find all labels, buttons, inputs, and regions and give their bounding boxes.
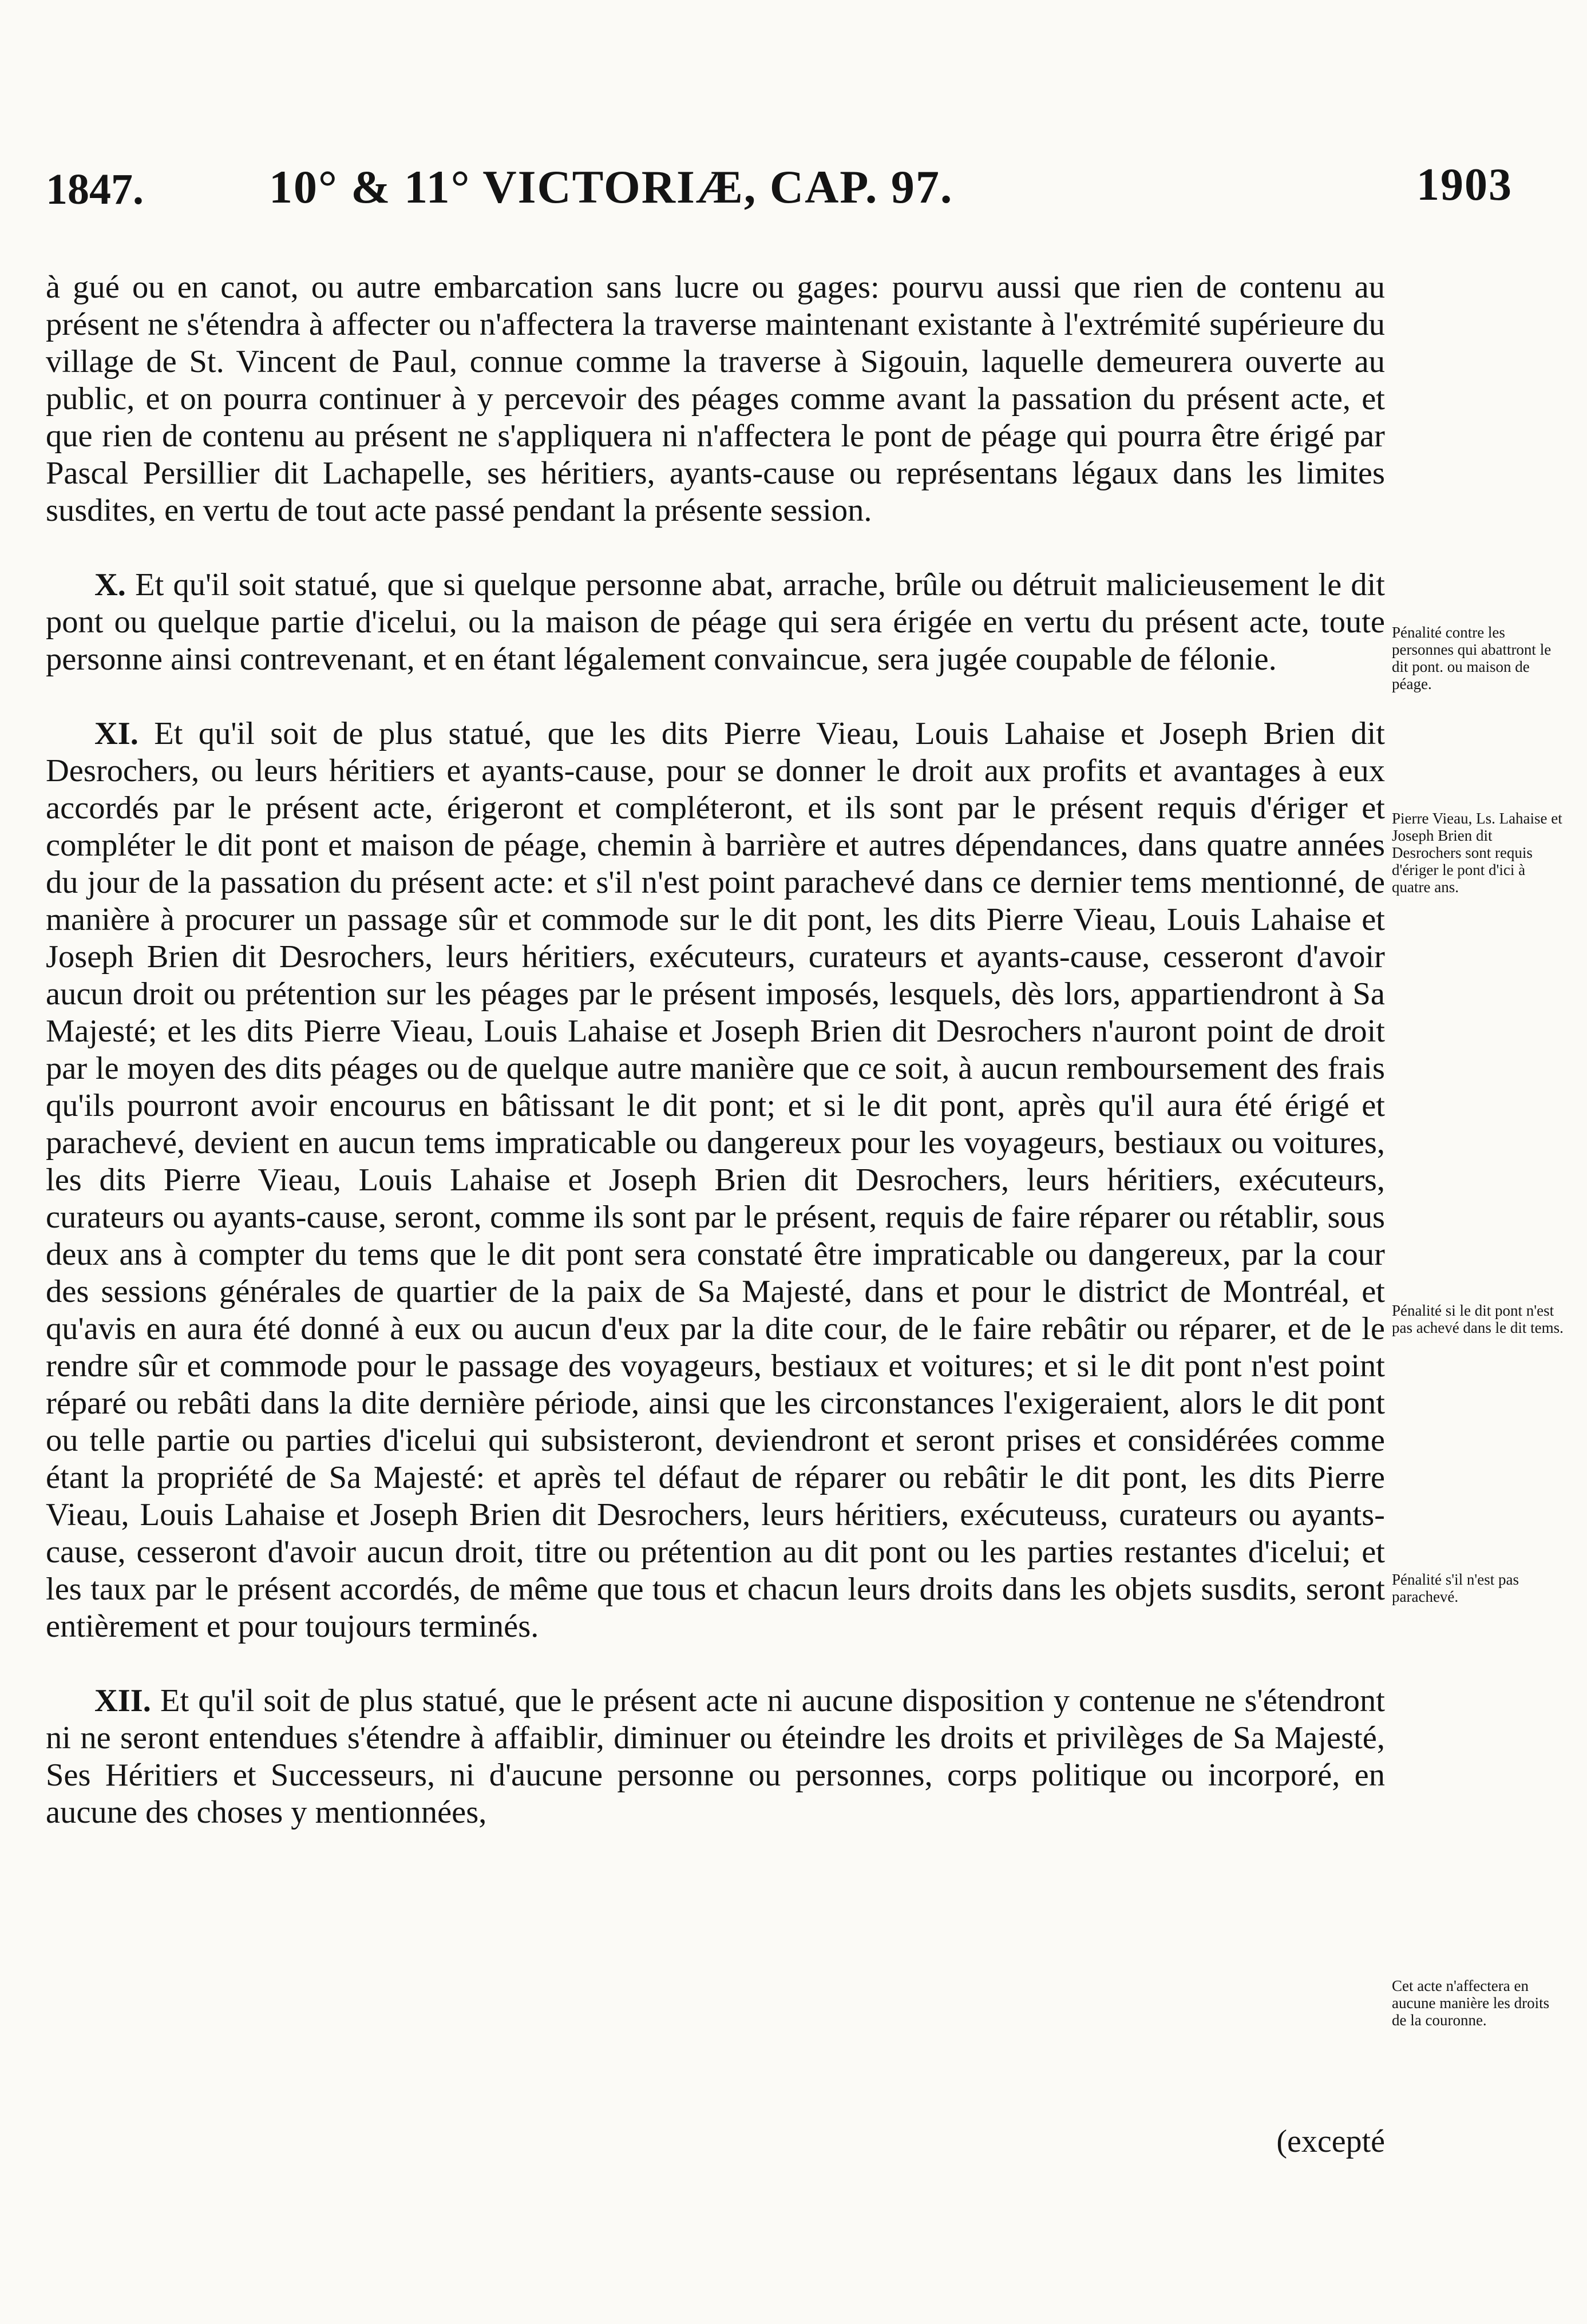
- section-x-number: X.: [94, 567, 126, 603]
- running-head: [0, 148, 1587, 216]
- section-xii-number: XII.: [94, 1683, 151, 1719]
- catchword: (excepté: [1276, 2124, 1385, 2159]
- section-xii-text: Et qu'il soit de plus statué, que le présent acte ni aucune disposition y contenue ne s'étendront ni ne seront entendues s'étendre à affaiblir, diminuer ou éteindre les droits et privilèges de Sa Majesté, Ses Héritiers et Successeurs, ni d'aucune personne ou personnes, corps politique ou incorporé, en aucune des choses y mentionnées,: [46, 1683, 1385, 1830]
- statute-title: 10° & 11° VICTORIÆ, CAP. 97.: [269, 161, 953, 213]
- section-xii: [46, 1682, 1385, 1831]
- marginal-note-penalty-unrepaired: Pénalité s'il n'est pas parachevé.: [1392, 1571, 1519, 1605]
- section-x-text: Et qu'il soit statué, que si quelque personne abat, arrache, brûle ou détruit malicieusement le dit pont ou quelque partie d'icelui, ou la maison de péage qui sera érigée en vertu du présent acte, toute personne ainsi contrevenant, et en étant légalement convaincue, sera jugée coupable de félonie.: [46, 567, 1386, 677]
- page-number: 1903: [1416, 160, 1513, 210]
- section-xi-text: Et qu'il soit de plus statué, que les dits Pierre Vieau, Louis Lahaise et Joseph Brien dit Desrochers, ou leurs héritiers et ayants-cause, pour se donner le droit aux profits et avantages à eux accordés par le présent acte, érigeront et compléteront, et ils sont par le présent requis d'ériger et compléter le dit pont et maison de péage, chemin à barrière et autres dépendances, dans quatre années du jour de la passation du présent acte: et s'il n'est point parachevé dans ce dernier tems mentionné, de manière à procurer un passage sûr et commode sur le dit pont, les dits Pierre Vieau, Louis Lahaise et Joseph Brien dit Desrochers, leurs héritiers, exécuteurs, curateurs et ayants-cause, cesseront d'avoir aucun droit ou prétention sur les péages par le présent imposés, lesquels, dès lors, appartiendront à Sa Majesté; et les dits Pierre Vieau, Louis Lahaise et Joseph Brien dit Desrochers n'auront point de droit par le moyen des dits péages ou de quelque autre manière que ce soit, à aucun remboursement des frais qu'ils pourront avoir encourus en bâtissant le dit pont; et si le dit pont, après qu'il aura été érigé et parachevé, devient en aucun tems impraticable ou dangereux pour les voyageurs, bestiaux ou voitures, les dits Pierre Vieau, Louis Lahaise et Joseph Brien dit Desrochers, leurs héritiers, exécuteurs, curateurs ou ayants-cause, seront, comme ils sont par le présent, requis de faire réparer ou rétablir, sous deux ans à compter du tems que le dit pont sera constaté être impraticable ou dangereux, par la cour des sessions générales de quartier de la paix de Sa Majesté, dans et pour le district de Montréal, et qu'avis en aura été donné à eux ou aucun d'eux par la dite cour, de le faire rebâtir ou réparer, et de le rendre sûr et commode pour le passage des voyageurs, bestiaux et voitures; et si le dit pont n'est point réparé ou rebâti dans la dite dernière période, ainsi que les circonstances l'exigeraient, alors le dit pont ou telle partie ou parties d'icelui qui subsisteront, deviendront et seront prises et considérées comme étant la propriété de Sa Majesté: et après tel défaut de réparer ou rebâtir le dit pont, les dits Pierre Vieau, Louis Lahaise et Joseph Brien dit Desrochers, leurs héritiers, exécuteuss, curateurs ou ayants-cause, cesseront d'avoir aucun droit, titre ou prétention au dit pont ou les parties restantes d'icelui; et les taux par le présent accordés, de même que tous et chacun leurs droits dans les objets susdits, seront entièrement et pour toujours terminés.: [46, 716, 1385, 1644]
- marginal-note-penalty-unfinished: Pénalité si le dit pont n'est pas achevé dans le dit tems.: [1392, 1302, 1564, 1336]
- marginal-note-section-x: Pénalité contre les personnes qui abattront le dit pont. ou maison de péage.: [1392, 624, 1552, 692]
- marginal-note-section-xii: Cet acte n'affectera en aucune manière les droits de la couronne.: [1392, 1977, 1550, 2029]
- section-xi-number: XI.: [94, 716, 138, 751]
- section-xi: [46, 715, 1385, 1645]
- section-x: [46, 567, 1385, 678]
- year-label: 1847.: [46, 165, 144, 213]
- marginal-note-section-xi: Pierre Vieau, Ls. Lahaise et Joseph Brien dit Desrochers sont requis d'ériger le pont d'ici à quatre ans.: [1392, 810, 1562, 896]
- main-text: [46, 269, 1385, 1831]
- continuation-paragraph: à gué ou en canot, ou autre embarcation sans lucre ou gages: pourvu aussi que rien de contenu au présent ne s'étendra à affecter ou n'affectera la traverse maintenant existante à l'extrémité supérieure du village de St. Vincent de Paul, connue comme la traverse à Sigouin, laquelle demeurera ouverte au public, et on pourra continuer à y percevoir des péages comme avant la passation du présent acte, et que rien de contenu au présent ne s'appliquera ni n'affectera le pont de péage qui pourra être érigé par Pascal Persillier dit Lachapelle, ses héritiers, ayants-cause ou représentans légaux dans les limites susdites, en vertu de tout acte passé pendant la présente session.: [46, 270, 1385, 528]
